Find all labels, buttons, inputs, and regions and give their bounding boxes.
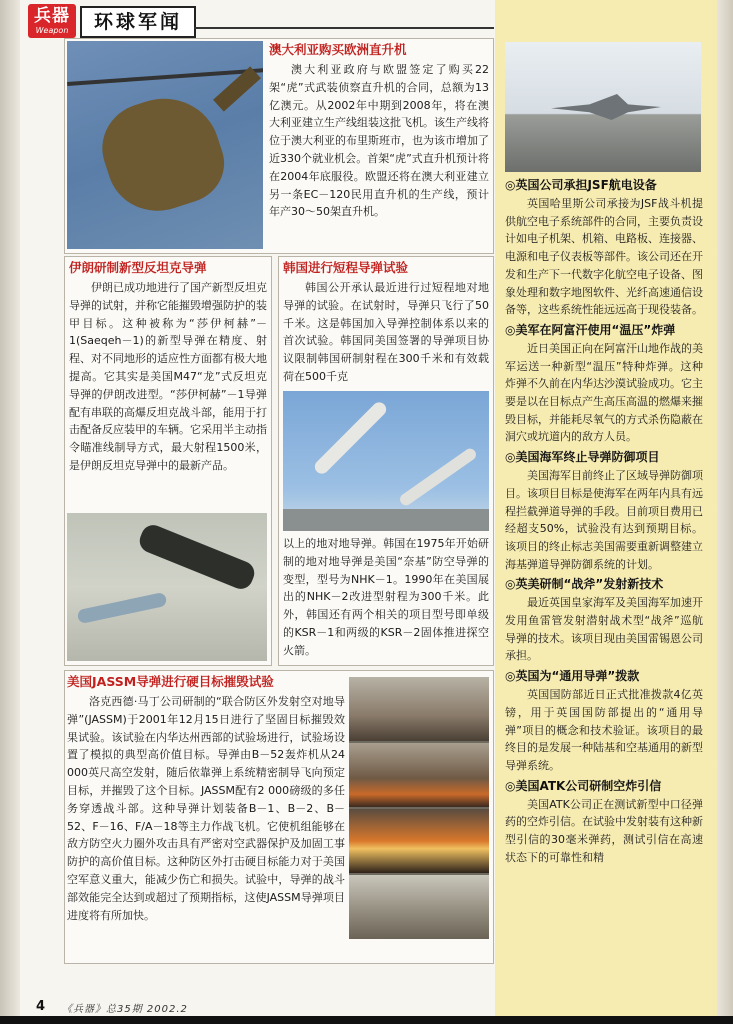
antitank-missile-photo: [67, 513, 267, 661]
surface-missile-photo: [283, 391, 489, 531]
missile-right: [398, 446, 479, 507]
side-news-body: 最近英国皇家海军及美国海军加速开发用鱼雷管发射潜射战术型“战斧”巡航导弹的技术。该项目现由美国雷锡恩公司承担。: [505, 596, 703, 663]
side-news-title: ◎英国公司承担JSF航电设备: [505, 178, 657, 192]
side-news-body: 英国哈里斯公司承接为JSF战斗机提供航空电子系统部件的合同，主要负责设计如电子机架、机箱、电路板、连接器、电源和电子仪表板等部件。该公司还在开发和生产下一代数字化航空电子设备、图象处理和数字地图软件、光纤高速通信设备等，这些系统性能远远高于现役装备。: [505, 197, 703, 317]
side-news-title: ◎美军在阿富汗使用“温压”炸弹: [505, 322, 676, 337]
side-news-body: 美国ATK公司正在测试新型中口径弹药的空炸引信。在试验中发射装有这种新型引信的30毫米弹药，测试引信在高速状态下的可靠性和精: [505, 797, 703, 864]
article-iran-box: [64, 256, 272, 666]
side-news-item: [505, 448, 703, 573]
side-news-item: [505, 321, 703, 446]
side-news-title: ◎美国ATK公司研制空炸引信: [505, 778, 662, 793]
missile-round: [77, 592, 168, 624]
article-iran-title: 伊朗研制新型反坦克导弹: [69, 260, 207, 275]
logo-english: Weapon: [35, 26, 69, 35]
article-jassm-title: 美国JASSM导弹进行硬目标摧毁试验: [67, 674, 274, 689]
jsf-jet: [551, 94, 661, 120]
page-right-edge: [717, 0, 733, 1024]
article-korea-body-part1: 韩国公开承认最近进行过短程地对地导弹的试验。在试射时，导弹只飞行了50千米。这是韩国加入导弹控制体系以来的首次试验。韩国同美国签署的导弹项目协议限制韩国研制射程在300千米和有效载荷在500千克: [283, 281, 489, 383]
helicopter-body: [91, 84, 234, 224]
side-news-title: ◎英国为“通用导弹”拨款: [505, 669, 640, 684]
side-news-item: [505, 575, 703, 665]
jassm-test-photo-sequence: [349, 677, 489, 939]
test-frame-4: [349, 875, 489, 939]
side-news-body: 近日美国正向在阿富汗山地作战的美军运送一种新型“温压”特种炸弹。这种炸弹不久前在内华达沙漠试验成功。它主要是以在目标点产生高压高温的燃爆来摧毁目标，并能耗尽氧气的方式杀伤隐蔽在洞穴或坑道内的敌方人员。: [505, 341, 703, 444]
article-korea-body-part2: 以上的地对地导弹。韩国在1975年开始研制的地对地导弹是美国“奈基”防空导弹的变型，型号为NHK－1。1990年在美国展出的NHK－2改进型射程为300千米。此外，韩国还有两个相关的项目型号即单级的KSR－1和两级的KSR－2固体推进探空火箭。: [283, 537, 489, 657]
article-jassm-box: [64, 670, 494, 964]
header-divider: [194, 27, 494, 29]
test-frame-2: [349, 743, 489, 807]
side-news-item: [505, 777, 703, 867]
page-number: 4: [36, 999, 46, 1014]
side-news-title: ◎美国海军终止导弹防御项目: [505, 450, 660, 465]
article-jassm-body: 洛克西德·马丁公司研制的“联合防区外发射空对地导弹”(JASSM)于2001年12月15日进行了坚固目标摧毁效果试验。该试验在内华达州西部的试验场进行，试验场设置了模拟的典型高价值目标。导弹由B－52轰炸机从24 000英尺高空发射，随后依靠弹上系统精密制导飞向预定目标，并摧毁了这个目标。JASSM配有2 000磅级的多任务穿透战斗部。这种导弹计划装备B－1、B－2、B－52、F－16、F/A－18等主力作战飞机。它使机组能够在敌方防空火力圈外攻击具有严密对空武器保护及加固工事防护的高价值目标。这种防区外打击硬目标能力对于美国空军意义重大，能减少伤亡和损失。试验中，导弹的战斗部效能完全达到或超过了预期指标，这使JASSM导弹项目进度将有所加快。: [67, 695, 345, 922]
side-news-title: ◎英美研制“战斧”发射新技术: [505, 577, 664, 592]
missile-left: [312, 399, 389, 476]
sidebar-news-list: [505, 174, 703, 867]
article-australia-title: 澳大利亚购买欧洲直升机: [269, 42, 407, 57]
article-korea-title: 韩国进行短程导弹试验: [283, 260, 409, 275]
article-korea-box: [278, 256, 494, 666]
launcher-tube: [136, 522, 258, 593]
page-binding-edge: [0, 0, 20, 1024]
logo-chinese: 兵器: [34, 6, 70, 26]
section-title: 环球军闻: [80, 6, 196, 38]
issue-info: 《兵器》总35期 2002.2: [62, 1004, 188, 1015]
side-news-item: [505, 176, 703, 319]
launcher-base: [283, 509, 489, 531]
side-news-body: 英国国防部近日正式批准拨款4亿英镑，用于英国国防部提出的“通用导弹”项目的概念和技术验证。该项目的最终目的是发展一种陆基和空基通用的新型导弹系统。: [505, 688, 703, 772]
page-bottom-edge: [0, 1016, 733, 1024]
side-news-item: [505, 667, 703, 775]
article-australia-body: 澳大利亚政府与欧盟签定了购买22架“虎”式武装侦察直升机的合同，总额为13亿澳元。从2002年中期到2008年，将在澳大利亚建立生产线组装这批飞机。该生产线将位于澳大利亚的布里斯班市，也为该市增加了近330个就业机会。首架“虎”式直升机预计将在2004年底服役。欧盟还将在澳大利亚建立另一条EC－120民用直升机的生产线，预计年产30～50架直升机。: [269, 63, 489, 219]
test-frame-3: [349, 809, 489, 873]
article-iran-body: 伊朗已成功地进行了国产新型反坦克导弹的试射，并称它能摧毁增强防护的装甲目标。这种被称为“莎伊柯赫”－1(Saeqeh－1)的新型导弹在精度、射程、对不同地形的适应性方面都有极大地提高。它其实是美国M47“龙”式反坦克导弹的伊朗改进型。“莎伊柯赫”－1导弹配有串联的高爆反坦克战斗部，能用于打击配备反应装甲的车辆。它采用半主动指令瞄准线制导方式，最大射程1500米，是伊朗反坦克导弹中的最新产品。: [69, 281, 267, 472]
jsf-aircraft-photo: [505, 42, 701, 172]
magazine-logo: [28, 4, 76, 38]
article-australia-box: [64, 38, 494, 254]
side-news-body: 美国海军目前终止了区域导弹防御项目。该项目目标是使海军在两年内具有远程拦截弹道导弹的手段。目前项目费用已经超支50%，试验没有达到预期目标。该项目的终止标志美国需要重新调整建立海基弹道导弹防御系统的计划。: [505, 469, 703, 571]
tiger-helicopter-photo: [67, 41, 263, 249]
test-frame-1: [349, 677, 489, 741]
